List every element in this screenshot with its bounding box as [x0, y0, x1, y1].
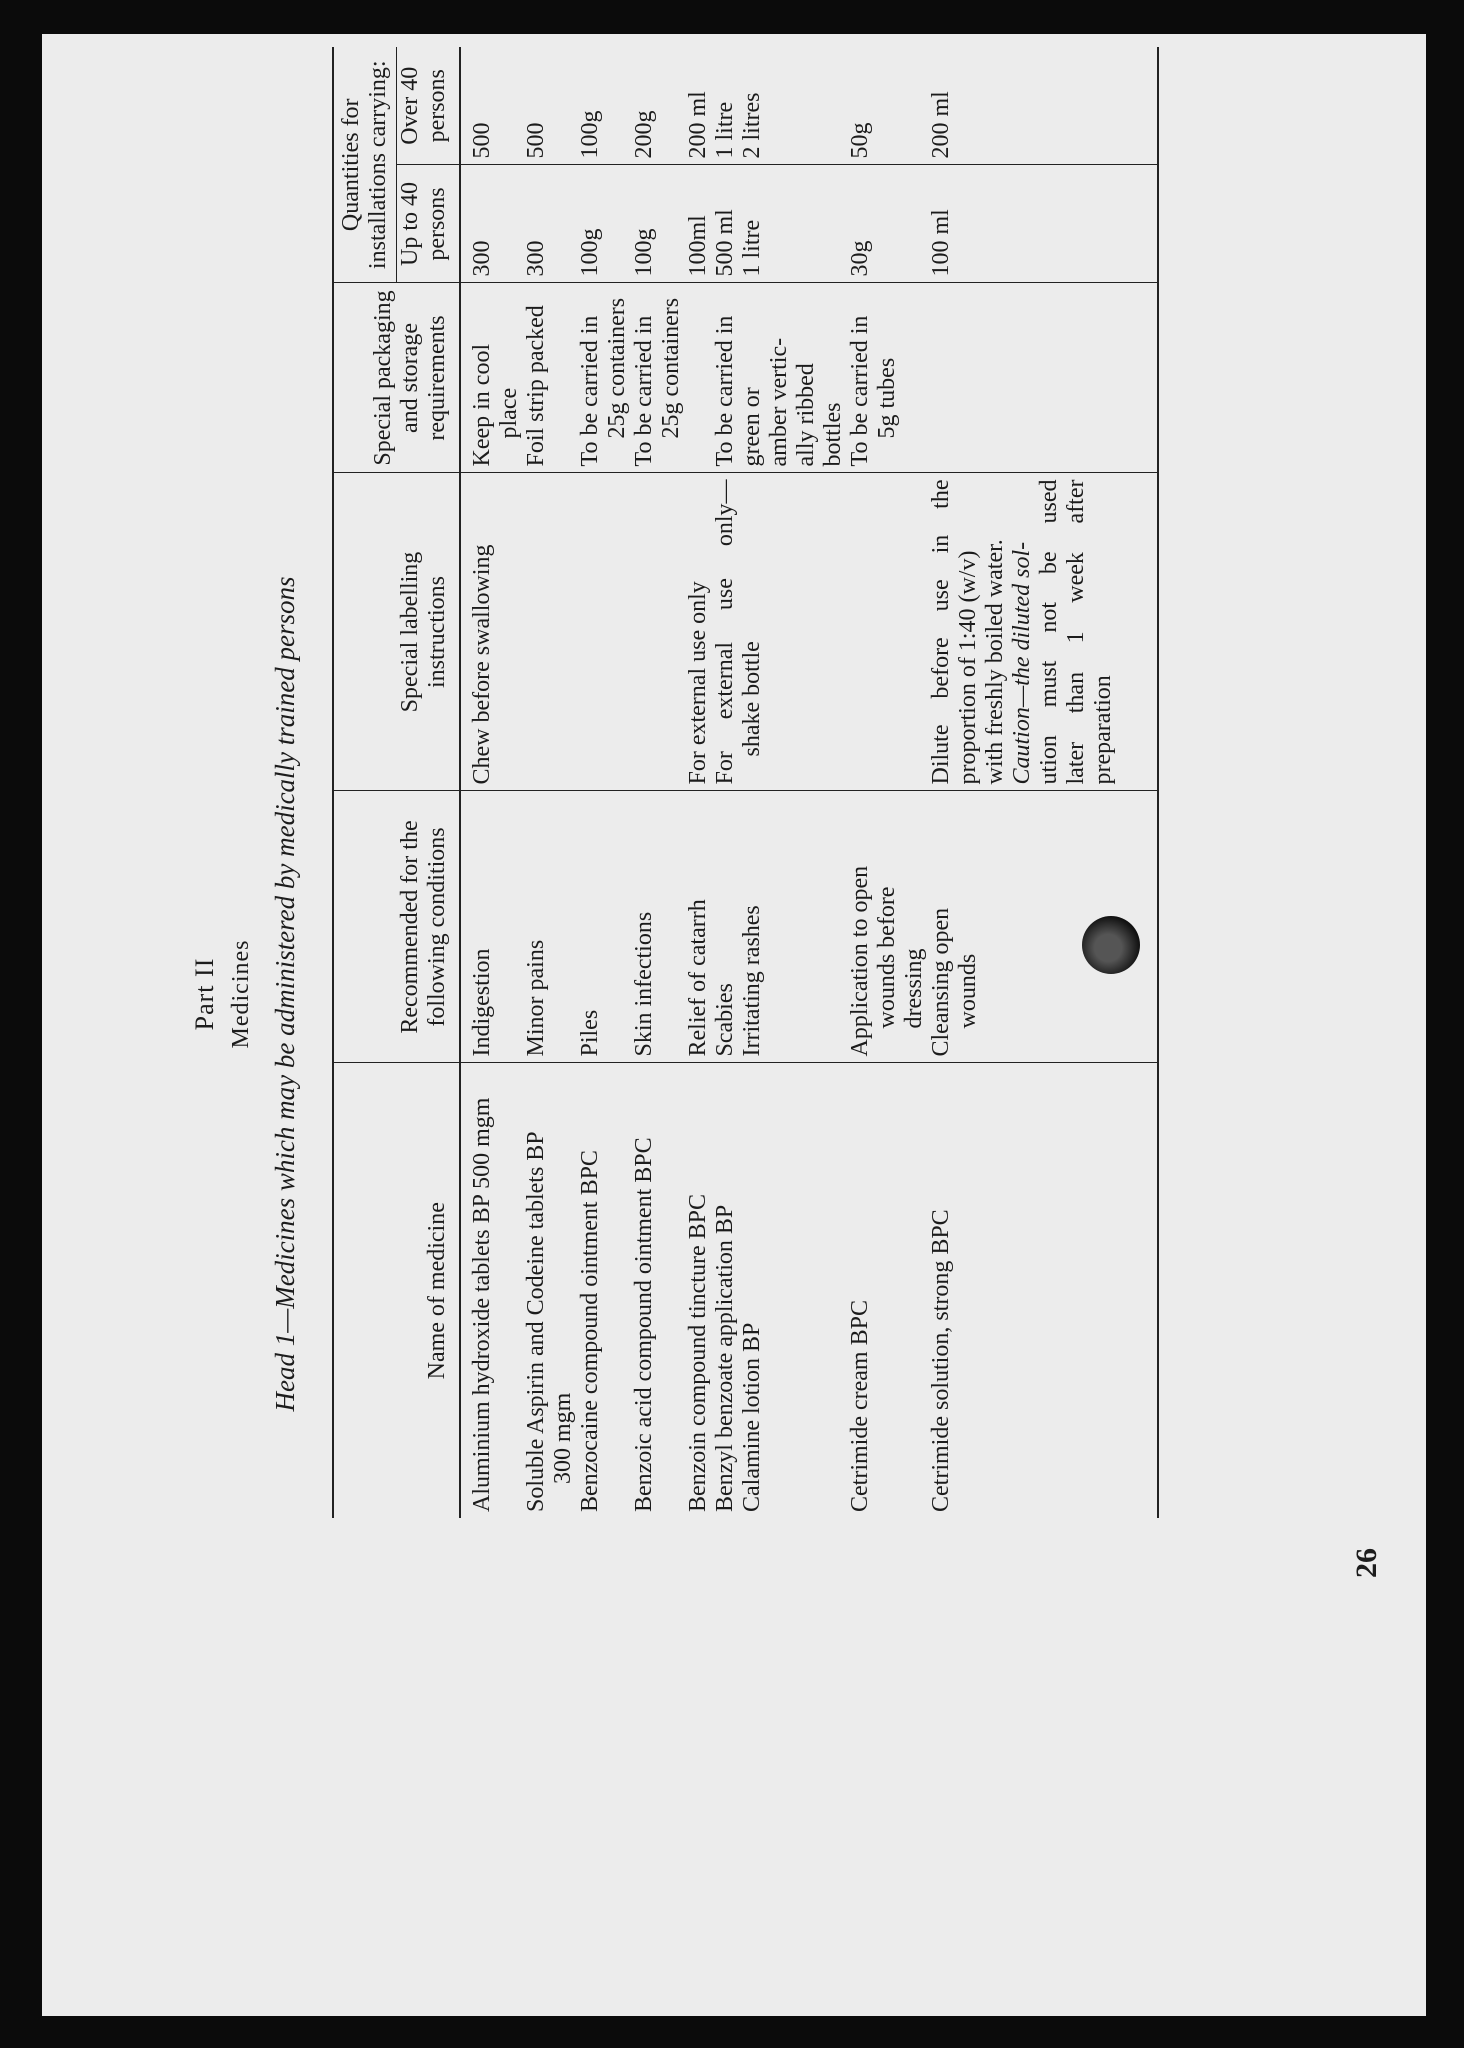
- cell-up-to-40: 100ml 500 ml 1 litre: [685, 165, 847, 283]
- header-conditions: Recommended for the following conditions: [333, 791, 460, 1063]
- cell-over-40: 200 ml: [928, 47, 1158, 165]
- cell-labelling: Dilute before use in the proportion of 1:40 (w/v) with freshly boiled water. Caution—the diluted sol- ution must not be used later than 1 week after preparation: [928, 473, 1158, 791]
- cell-up-to-40: 300: [460, 165, 523, 283]
- cell-name: Benzocaine compound ointment BPC: [577, 1150, 603, 1512]
- cell-name: Cetrimide solution, strong BPC: [928, 1063, 1158, 1518]
- cell-up-to-40: 100g: [577, 165, 631, 283]
- cell-conditions: Minor pains: [523, 791, 577, 1063]
- cell-labelling: For external use only For external use only— shake bottle: [685, 473, 847, 791]
- header-quantities-group: Quantities for installations carrying:: [333, 47, 397, 283]
- cell-name: Cetrimide cream BPC: [847, 1300, 873, 1512]
- header-packaging: Special packaging and storage requirements: [333, 283, 460, 473]
- section-heading: Medicines: [228, 939, 254, 1049]
- cell-labelling: Chew before swallowing: [460, 473, 523, 791]
- scanned-page: [42, 34, 1426, 2016]
- table-row: [631, 47, 685, 1518]
- cell-over-40: 100g: [577, 47, 631, 165]
- header-up-to-40: Up to 40 persons: [397, 165, 461, 283]
- cell-labelling: [577, 473, 631, 791]
- cell-over-40: 50g: [847, 47, 928, 165]
- ink-blot: [1082, 916, 1140, 974]
- cell-conditions: Cleansing open wounds: [928, 791, 1158, 1063]
- cell-up-to-40: 100 ml: [928, 165, 1158, 283]
- cell-conditions: Piles: [577, 791, 631, 1063]
- header-name-of-medicine: Name of medicine: [333, 1063, 460, 1518]
- cell-packaging: [928, 283, 1158, 473]
- cell-over-40: 200 ml 1 litre 2 litres: [685, 47, 847, 165]
- table-caption: Head 1—Medicines which may be administered by medically trained persons: [270, 576, 300, 1412]
- table-row: [523, 47, 577, 1518]
- cell-up-to-40: 300: [523, 165, 577, 283]
- table-row: [577, 47, 631, 1518]
- cell-packaging: To be carried in green or amber vertic- ally ribbed bottles: [685, 283, 847, 473]
- cell-over-40: 500: [460, 47, 523, 165]
- table-row: [928, 47, 1158, 1518]
- table-row: [847, 47, 928, 1518]
- cell-name: Benzoic acid compound ointment BPC: [631, 1137, 657, 1512]
- cell-packaging: To be carried in 25g containers: [577, 283, 631, 473]
- rotated-content: [42, 34, 1426, 1754]
- cell-conditions: Indigestion: [460, 791, 523, 1063]
- cell-labelling: [631, 473, 685, 791]
- cell-labelling: [847, 473, 928, 791]
- cell-conditions: Application to open wounds before dressing: [847, 791, 928, 1063]
- table-row: [685, 47, 847, 1518]
- cell-labelling: [523, 473, 577, 791]
- cell-packaging: Keep in cool place: [460, 283, 523, 473]
- cell-conditions: Relief of catarrh Scabies Irritating rashes: [685, 791, 847, 1063]
- cell-up-to-40: 30g: [847, 165, 928, 283]
- cell-conditions: Skin infections: [631, 791, 685, 1063]
- header-labelling: Special labelling instructions: [333, 473, 460, 791]
- cell-packaging: Foil strip packed: [523, 283, 577, 473]
- cell-up-to-40: 100g: [631, 165, 685, 283]
- cell-over-40: 500: [523, 47, 577, 165]
- cell-name: Benzoin compound tincture BPC Benzyl benzoate application BP Calamine lotion BP: [685, 1194, 765, 1512]
- part-heading: Part II: [190, 957, 219, 1031]
- cell-name: Aluminium hydroxide tablets BP 500 mgm: [460, 1063, 523, 1518]
- table-row: [460, 47, 523, 1518]
- cell-packaging: To be carried in 25g containers: [631, 283, 685, 473]
- page-number: 26: [1350, 1548, 1383, 1578]
- header-over-40: Over 40 persons: [397, 47, 461, 165]
- cell-name: Soluble Aspirin and Codeine tablets BP 300 mgm: [523, 1131, 576, 1512]
- cell-over-40: 200g: [631, 47, 685, 165]
- medicines-table: [332, 47, 1159, 1518]
- cell-packaging: To be carried in 5g tubes: [847, 283, 928, 473]
